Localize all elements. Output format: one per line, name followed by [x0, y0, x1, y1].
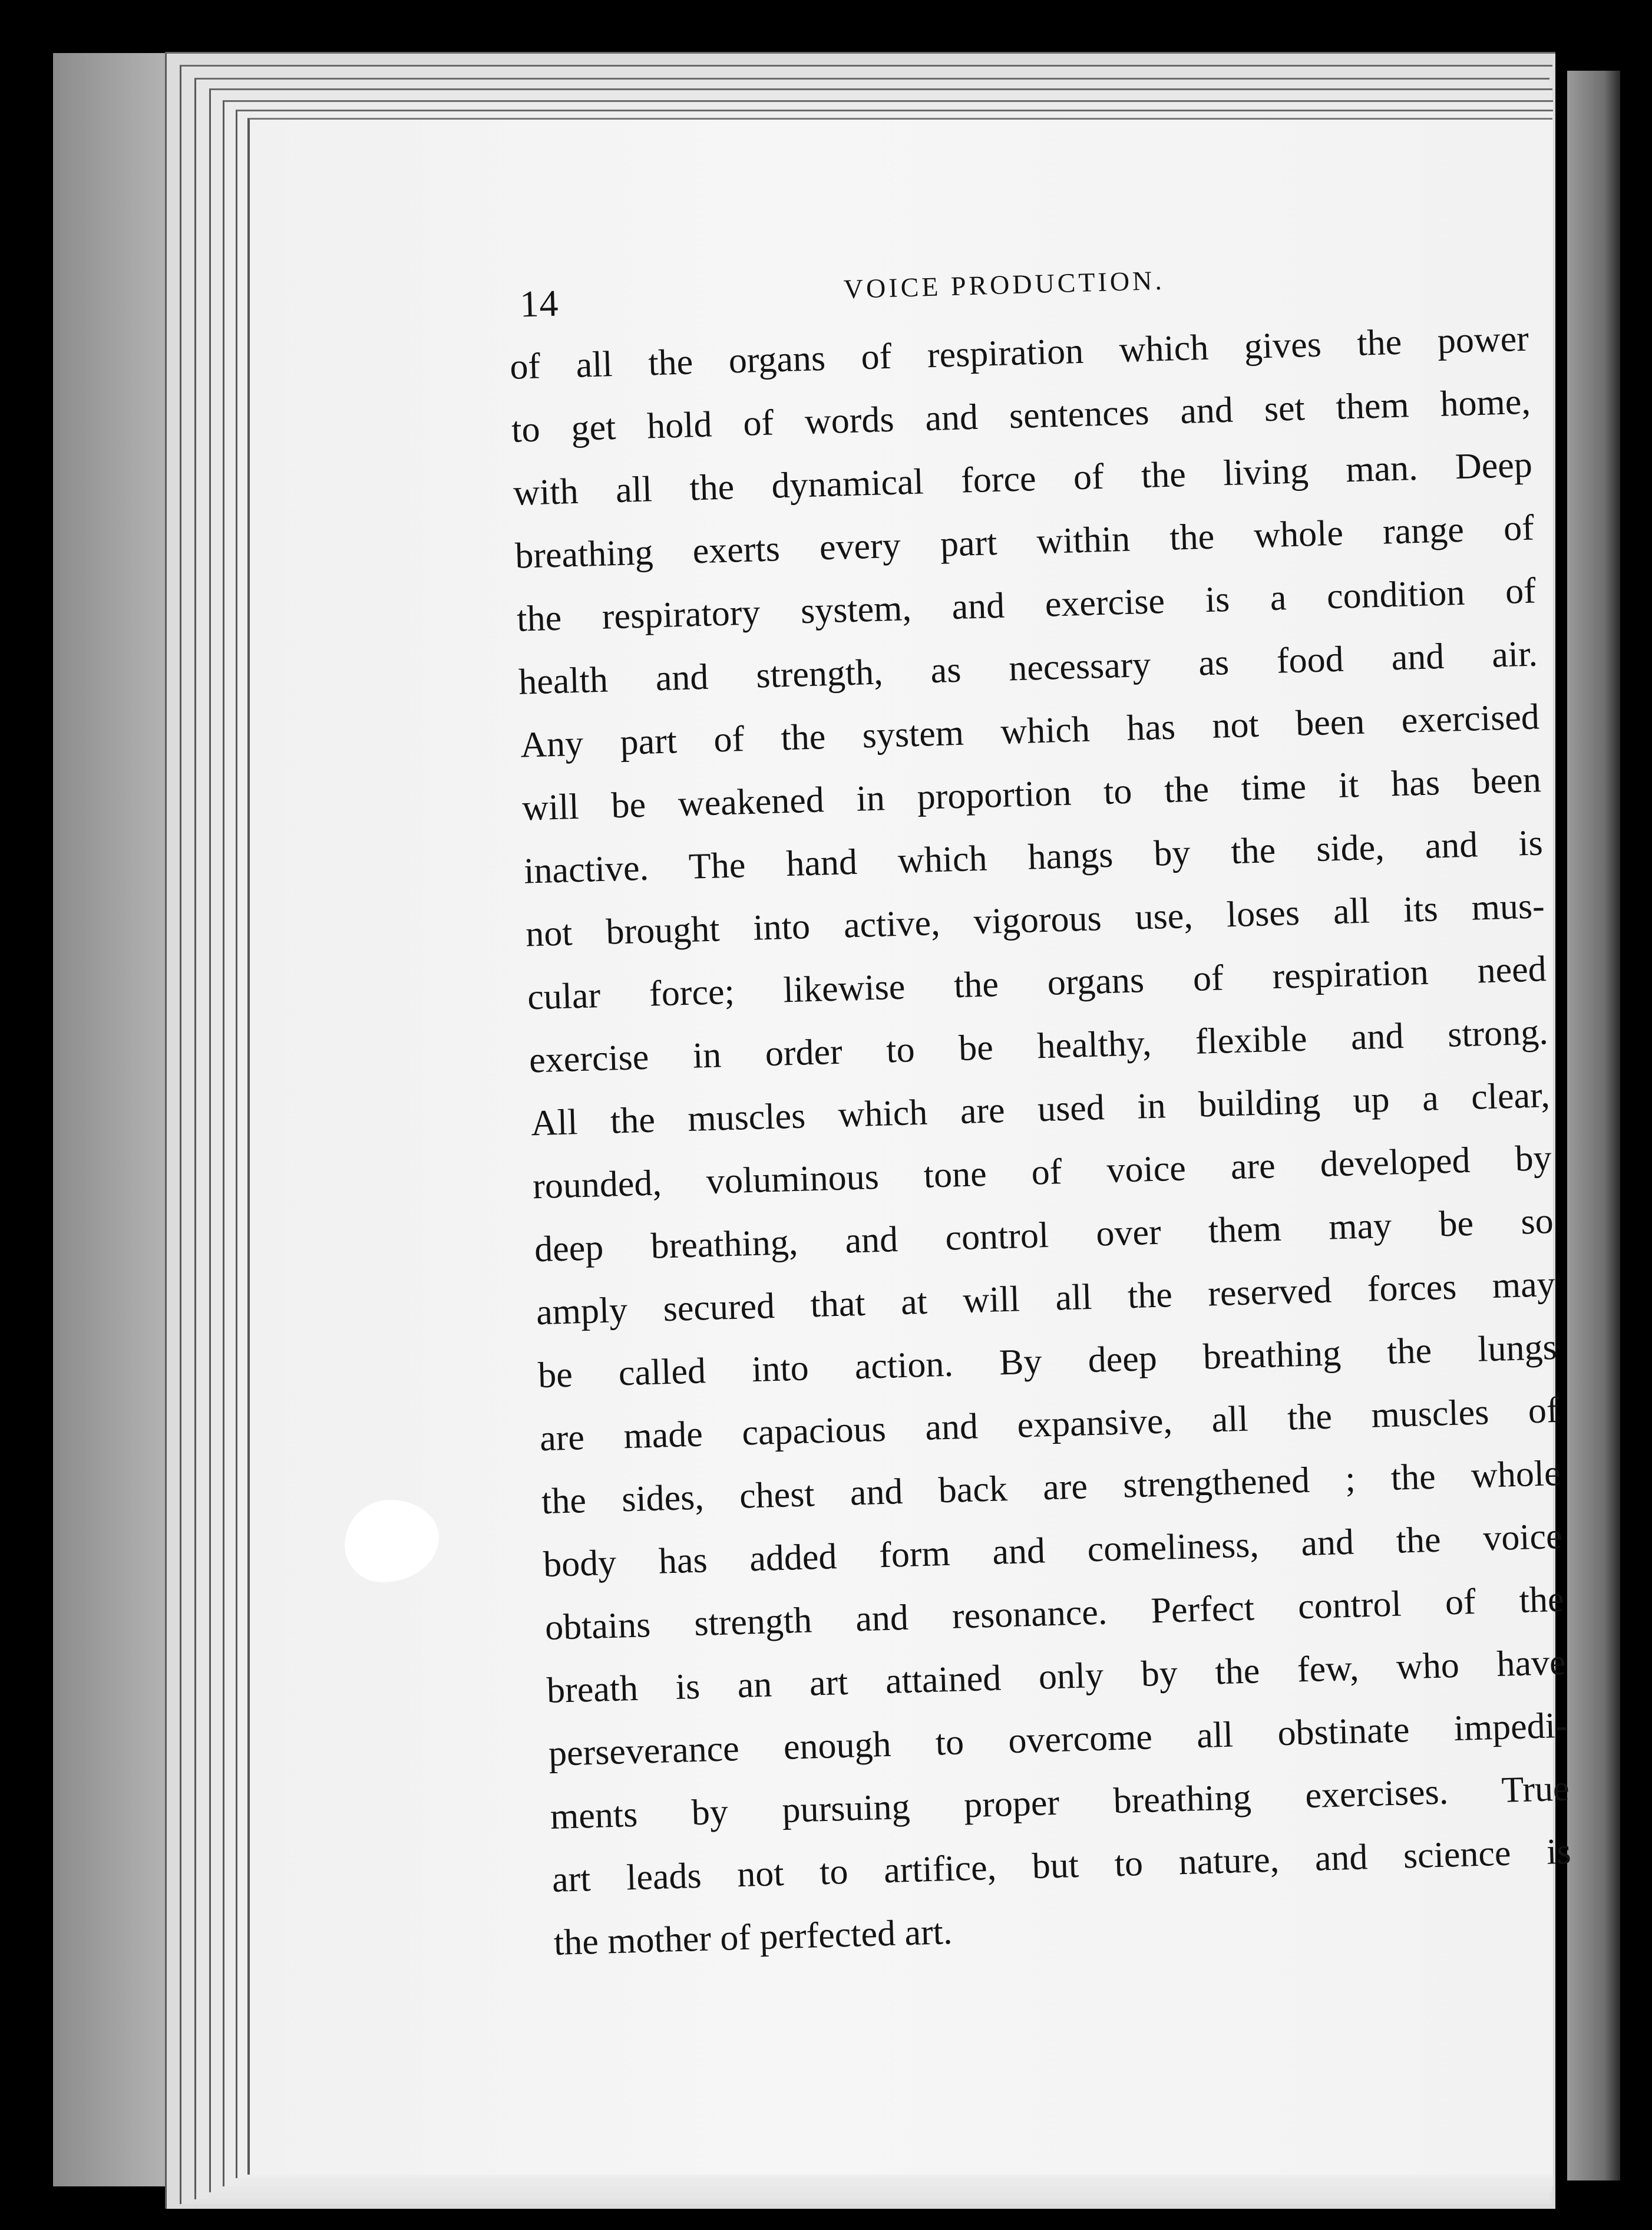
text-line: are made capacious and expansive, all the muscles of [539, 1390, 1560, 1459]
text-line: Any part of the system which has not been exercised [520, 697, 1540, 766]
text-line: not brought into active, vigorous use, loses all its mus- [525, 886, 1545, 955]
text-line: will be weakened in proportion to the time it has been [521, 760, 1542, 829]
text-line: be called into action. By deep breathing the lungs [537, 1327, 1558, 1396]
text-line: art leads not to artifice, but to nature, and science is [551, 1831, 1572, 1900]
text-line: obtains strength and resonance. Perfect control of the [544, 1579, 1565, 1648]
page-number: 14 [519, 282, 560, 325]
text-line: amply secured that at will all the reserved forces may [536, 1264, 1556, 1333]
text-line: the respiratory system, and exercise is a condition of [516, 570, 1537, 639]
text-line: rounded, voluminous tone of voice are developed by [532, 1138, 1552, 1207]
text-line: inactive. The hand which hangs by the side, and is [523, 823, 1544, 892]
text-line: exercise in order to be healthy, flexible and strong. [528, 1012, 1549, 1081]
running-head: VOICE PRODUCTION. [843, 265, 1165, 305]
text-line: All the muscles which are used in building up a clear, [530, 1075, 1551, 1144]
text-line: ments by pursuing proper breathing exercises. True [550, 1768, 1570, 1837]
scan-backdrop-left [53, 53, 183, 2186]
text-line: the sides, chest and back are strengthened ; the whole [541, 1453, 1561, 1522]
text-line: breathing exerts every part within the whole range of [514, 507, 1535, 576]
text-line: breath is an art attained only by the few, who have [546, 1642, 1567, 1711]
text-line: health and strength, as necessary as food and air. [518, 634, 1538, 702]
text-line: cular force; likewise the organs of respiration need [527, 949, 1547, 1018]
text-line: with all the dynamical force of the living man. Deep [513, 444, 1533, 513]
text-line: of all the organs of respiration which gives the power [509, 318, 1529, 387]
text-line: the mother of perfected art. [553, 1912, 953, 1963]
page-content [507, 223, 1652, 1975]
body-text [509, 305, 1652, 1974]
text-line: body has added form and comeliness, and the voice [543, 1516, 1563, 1585]
text-line: deep breathing, and control over them may be so [534, 1201, 1554, 1270]
text-line: perseverance enough to overcome all obstinate impedi- [548, 1705, 1568, 1774]
text-line: to get hold of words and sentences and set them home, [511, 381, 1531, 450]
